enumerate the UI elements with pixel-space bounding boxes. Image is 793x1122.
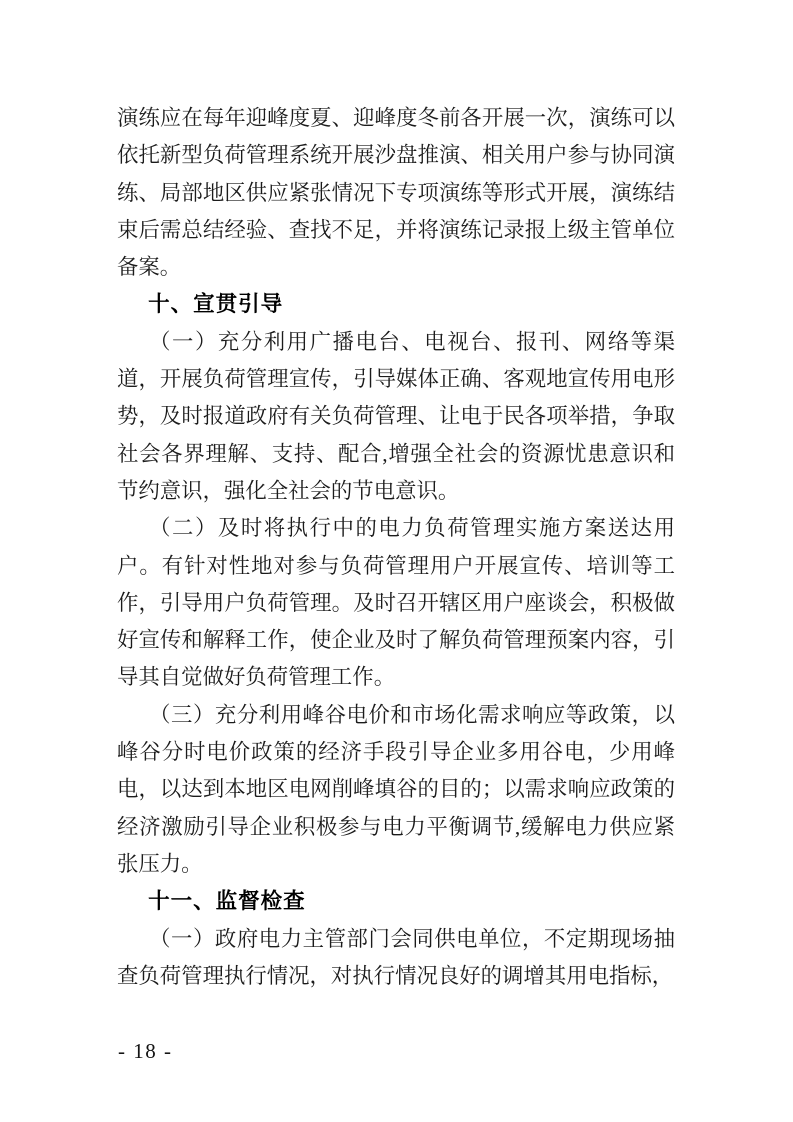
document-body [117,100,675,995]
body-paragraph-continued: 演练应在每年迎峰度夏、迎峰度冬前各开展一次，演练可以依托新型负荷管理系统开展沙盘推演、相关用户参与协同演练、局部地区供应紧张情况下专项演练等形式开展，演练结束后需总结经验、查找不足，并将演练记录报上级主管单位备案。 [117,106,675,280]
section-10-item-3-paragraph: （三）充分利用峰谷电价和市场化需求响应等政策，以峰谷分时电价政策的经济手段引导企业多用谷电，少用峰电，以达到本地区电网削峰填谷的目的；以需求响应政策的经济激励引导企业积极参与电力平衡调节,缓解电力供应紧张压力。 [117,702,675,876]
section-11-item-1-paragraph: （一）政府电力主管部门会同供电单位，不定期现场抽查负荷管理执行情况，对执行情况良好的调增其用电指标， [117,926,675,988]
section-11-heading: 十一、监督检查 [148,889,306,914]
page-number: - 18 - [118,1039,173,1063]
section-10-heading: 十、宣贯引导 [148,292,284,317]
section-10-item-2-paragraph: （二）及时将执行中的电力负荷管理实施方案送达用户。有针对性地对参与负荷管理用户开展宣传、培训等工作，引导用户负荷管理。及时召开辖区用户座谈会，积极做好宣传和解释工作，使企业及时了解负荷管理预案内容，引导其自觉做好负荷管理工作。 [117,516,675,690]
section-10-item-1-paragraph: （一）充分利用广播电台、电视台、报刊、网络等渠道，开展负荷管理宣传，引导媒体正确、客观地宣传用电形势，及时报道政府有关负荷管理、让电于民各项举措，争取社会各界理解、支持、配合,增强全社会的资源忧患意识和节约意识，强化全社会的节电意识。 [117,329,675,503]
